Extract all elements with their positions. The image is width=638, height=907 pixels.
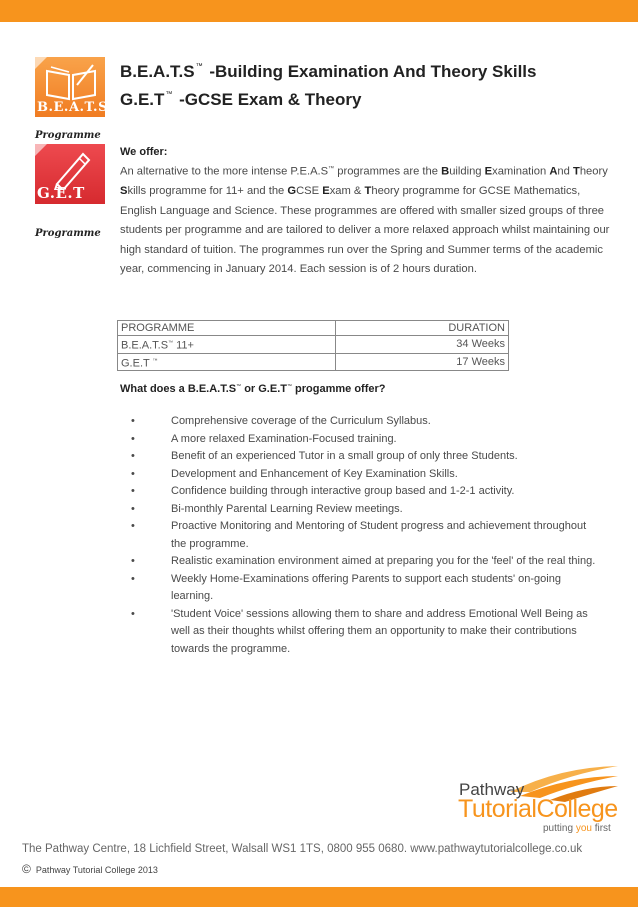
footer-address: The Pathway Centre, 18 Lichfield Street, Walsall WS1 1TS, 0800 955 0680. www.pathwaytutorialcollege.co.uk [22,843,583,855]
brand-pathway-text: Pathway [459,780,525,799]
list-item [131,553,601,571]
list-item-text: Bi-monthly Parental Learning Review meetings. [171,502,403,515]
intro-text: xamination [492,165,550,178]
headline-beats [120,62,536,82]
intro-initial: E [484,165,493,178]
brand-college-text: College [536,795,618,823]
beats-logo [35,57,108,117]
intro-text: CSE [296,185,323,198]
bullet-icon: • [131,572,135,585]
programme-column-header: PROGRAMME [118,321,336,336]
programme-name: B.E.A.T.S [121,339,169,352]
intro-text: programmes are the [334,165,442,178]
list-item [131,606,601,659]
open-book-icon [43,63,99,103]
list-item [131,466,601,484]
trademark-mark: ™ [168,340,174,346]
trademark-mark: ™ [195,63,203,70]
list-item-text: Realistic examination environment aimed at preparing you for the 'feel' of the real thing. [171,555,596,567]
tagline-you: you [575,823,592,834]
list-item [131,571,601,606]
bullet-icon: • [131,485,135,497]
duration-cell: 34 Weeks [336,336,509,354]
get-logo-title: G.E.T [37,184,85,202]
programme-cell [118,336,336,354]
tagline-text: first [591,823,611,834]
list-item-text: Proactive Monitoring and Mentoring of Student progress and achievement throughout the programme. [171,520,587,550]
bullet-icon: • [131,415,135,427]
intro-text: kills programme for 11+ and the [127,185,288,198]
offer-heading-text: What does a B.E.A.T.S [120,383,237,395]
brand-name [458,795,618,824]
headline-beats-name: B.E.A.T.S [120,62,195,81]
offer-heading-text: progamme offer? [291,383,386,395]
trademark-mark: ™ [236,383,242,390]
tagline-text: putting [543,823,576,834]
bottom-accent-bar [0,887,638,907]
copyright-text: Pathway Tutorial College 2013 [35,865,158,875]
duration-column-header: DURATION [336,321,509,336]
list-item-text: Development and Enhancement of Key Examination Skills. [171,467,458,480]
list-item [131,448,601,466]
get-logo-subtitle: Programme [35,228,101,239]
beats-logo-subtitle: Programme [35,130,101,141]
intro-initial: T [572,165,580,178]
list-item-text: A more relaxed Examination-Focused training. [171,432,397,445]
trademark-mark: ™ [165,91,173,98]
intro-initial: G [287,185,297,198]
trademark-mark: ™ [286,383,292,390]
top-accent-bar [0,0,638,22]
bullet-icon: • [131,502,135,515]
intro-text: An alternative to the more intense P.E.A.S [120,165,329,178]
brand-tagline [543,823,611,834]
intro-text: nd [557,165,573,178]
we-offer-heading: We offer: [120,146,168,158]
intro-initial: B [441,165,450,178]
beats-logo-title: B.E.A.T.S [37,100,108,115]
table-row [118,353,509,371]
list-item-text: 'Student Voice' sessions allowing them to share and address Emotional Well Being as well as their thoughts whilst offering them an opportunity to make their contributions towards the programme. [171,607,588,655]
list-item [131,413,601,431]
trademark-mark: ™ [328,166,335,172]
intro-initial: S [120,185,128,198]
duration-cell: 17 Weeks [336,353,509,371]
offer-list [131,413,601,658]
programme-suffix: 11+ [173,339,194,352]
brand-tutorial-text: Tutorial [458,795,537,823]
bullet-icon: • [131,450,135,462]
copyright [22,862,158,876]
intro-initial: T [364,185,372,198]
offer-heading-text: or G.E.T [241,383,287,395]
table-header-row [118,321,509,336]
intro-initial: E [322,185,330,198]
headline-beats-text: -Building Examination And Theory Skills [204,62,537,81]
list-item-text: Benefit of an experienced Tutor in a small group of only three Students. [171,450,518,462]
list-item-text: Weekly Home-Examinations offering Parents to support each students' on-going learning. [171,572,561,602]
intro-text: heory programme for GCSE Mathematics, English Language and Science. These programmes are offered with smaller sized groups of three students per programme and are tailored to deliver a more relaxed approach whilst maintaining our high standard of tuition. The programmes run over the Spring and Summer terms of the academic year, commencing in January 2014. Each session is of 2 hours duration. [120,185,610,276]
headline-get-name: G.E.T [120,90,165,109]
bullet-icon: • [131,467,135,480]
programme-cell [118,353,336,371]
trademark-mark: ™ [152,357,158,364]
list-item [131,431,601,449]
bullet-icon: • [131,432,135,445]
list-item [131,501,601,519]
list-item [131,483,601,501]
programme-name: G.E.T [121,357,150,370]
copyright-icon: © [22,862,31,876]
bullet-icon: • [131,555,135,567]
bullet-icon: • [131,520,135,532]
list-item [131,518,601,553]
intro-initial: A [549,165,558,178]
list-item-text: Comprehensive coverage of the Curriculum Syllabus. [171,415,431,427]
list-item-text: Confidence building through interactive group based and 1-2-1 activity. [171,485,515,497]
table-row [118,336,509,354]
get-logo [35,144,105,204]
intro-text: uilding [449,165,485,178]
programme-table [117,320,509,371]
intro-text: xam & [329,185,365,198]
headline-get [120,90,361,110]
bullet-icon: • [131,607,135,620]
intro-paragraph [120,160,610,280]
headline-get-text: -GCSE Exam & Theory [174,90,362,109]
intro-text: heory [579,165,608,178]
offer-heading [120,383,386,395]
